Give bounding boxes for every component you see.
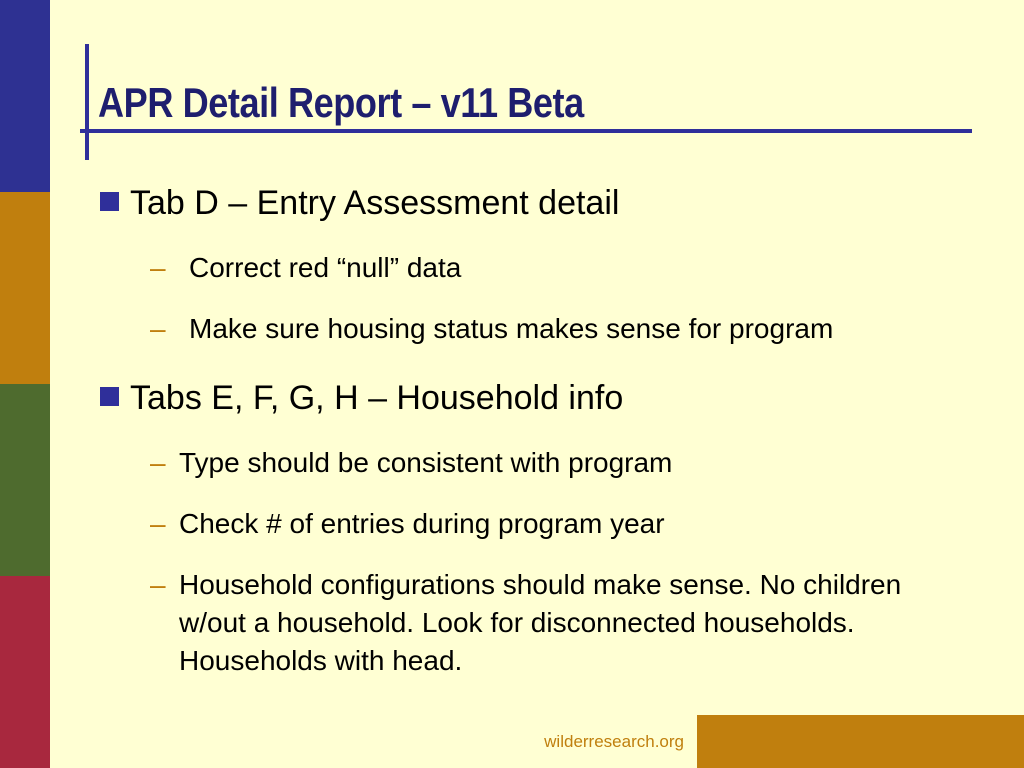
slide-title: APR Detail Report – v11 Beta [98, 79, 584, 126]
square-bullet-icon [100, 387, 119, 406]
sub-bullet-1-2: Make sure housing status makes sense for program [189, 313, 834, 344]
dash-icon: – [150, 447, 166, 478]
stripe-blue [0, 0, 50, 192]
stripe-red [0, 576, 50, 768]
sub-bullet-2-1: Type should be consistent with program [179, 447, 673, 478]
dash-icon: – [150, 508, 166, 539]
stripe-gold [0, 192, 50, 384]
dash-icon: – [150, 252, 166, 283]
footer-bar [697, 715, 1024, 768]
dash-icon: – [150, 569, 166, 600]
bullet-1-text: Tab D – Entry Assessment detail [130, 184, 620, 222]
sub-bullet-2-3: Household configurations should make sense. No children w/out a household. Look for disconnected households. Households with head. [179, 569, 902, 676]
stripe-green [0, 384, 50, 576]
sub-bullet-1-1: Correct red “null” data [189, 252, 462, 283]
square-bullet-icon [100, 192, 119, 211]
sub-bullet-2-2: Check # of entries during program year [179, 508, 665, 539]
title-rule-vertical [85, 44, 89, 160]
dash-icon: – [150, 313, 166, 344]
bullet-2 [100, 378, 623, 418]
bullet-1 [100, 183, 619, 223]
footer-website: wilderresearch.org [544, 732, 684, 751]
bullet-2-text: Tabs E, F, G, H – Household info [130, 379, 624, 417]
